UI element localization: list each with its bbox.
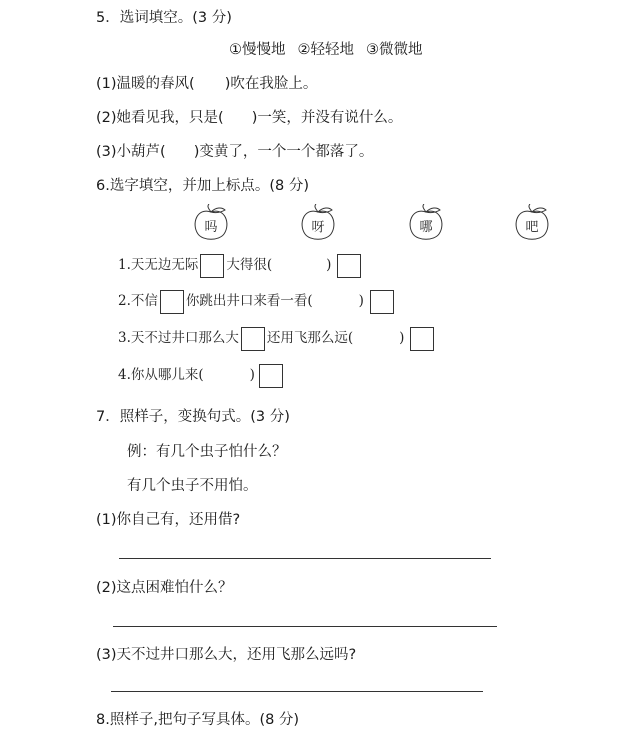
q6-item-3-middle: 还用飞那么远( [266, 330, 354, 346]
q6-item-2-middle: 你跳出井口来看一看( [185, 293, 313, 309]
q5-item-3-after: )变黄了，一个一个都落了。 [193, 144, 374, 160]
q8-title: 8.照样子,把句子写具体。(8 分) [96, 712, 300, 728]
q6-item-2-prefix: 2.不信 [118, 293, 158, 309]
q5-item-2 [96, 108, 402, 128]
q7-item-1 [96, 510, 240, 530]
q7-item-2-num: (2) [96, 580, 117, 596]
q7-example-answer: 有几个虫子不用怕。 [127, 478, 258, 494]
q6-item-1-prefix: 1.天无边无际 [118, 257, 199, 273]
q6-item-3-box-2[interactable] [410, 327, 434, 351]
q7-item-3 [96, 645, 356, 665]
q7-item-1-num: (1) [96, 512, 117, 528]
q7-item-3-text: 天不过井口那么大，还用飞那么远吗? [116, 647, 357, 663]
q7-item-2-text: 这点困难怕什么？ [116, 580, 233, 596]
q6-item-4-prefix: 4.你从哪儿来( [118, 367, 204, 383]
q6-title: 6.选字填空，并加上标点。(8 分) [96, 178, 309, 194]
q7-item-1-text: 你自己有，还用借? [116, 512, 241, 528]
q7-item-2 [96, 578, 233, 598]
peach-card-1 [189, 204, 233, 244]
q5-item-2-before: 她看见我，只是( [116, 110, 224, 126]
peach-card-4 [510, 204, 554, 244]
q5-options [229, 40, 423, 60]
q6-item-3-close: ) [399, 330, 405, 346]
q5-item-1 [96, 74, 317, 94]
q5-title: 5．选词填空。(3 分) [96, 10, 232, 26]
q6-item-2-box-2[interactable] [370, 290, 394, 314]
q6-item-1-box-1[interactable] [200, 254, 224, 278]
q6-item-4 [118, 362, 285, 388]
q5-option-3: ③微微地 [366, 42, 423, 58]
q5-item-3 [96, 142, 373, 162]
q5-item-3-before: 小葫芦( [116, 144, 166, 160]
q5-item-1-num: (1) [96, 76, 117, 92]
peach-char-4: 吧 [525, 220, 539, 235]
q5-item-3-num: (3) [96, 144, 117, 160]
q6-item-3 [118, 325, 436, 351]
q6-item-2-box-1[interactable] [160, 290, 184, 314]
q6-item-1-middle: 大得很( [226, 257, 273, 273]
q7-example-question: 例：有几个虫子怕什么？ [127, 444, 287, 460]
q5-option-2: ②轻轻地 [297, 42, 354, 58]
q7-item-2-answer-line[interactable] [113, 626, 497, 627]
q5-option-1: ①慢慢地 [229, 42, 286, 58]
q6-item-2-close: ) [358, 293, 364, 309]
peach-card-2 [296, 204, 340, 244]
q5-item-2-num: (2) [96, 110, 117, 126]
q6-item-4-box[interactable] [259, 364, 283, 388]
peach-char-1: 吗 [204, 220, 218, 235]
q5-item-1-after: )吹在我脸上。 [224, 76, 318, 92]
q5-item-1-before: 温暖的春风( [116, 76, 195, 92]
q6-item-4-close: ) [249, 367, 255, 383]
q7-item-1-answer-line[interactable] [119, 558, 491, 559]
q7-item-3-num: (3) [96, 647, 117, 663]
peach-card-3 [404, 204, 448, 244]
q6-item-3-prefix: 3.天不过井口那么大 [118, 330, 239, 346]
q7-item-3-answer-line[interactable] [111, 691, 483, 692]
q6-item-1-box-2[interactable] [337, 254, 361, 278]
q6-item-1-close: ) [326, 257, 332, 273]
q6-item-1 [118, 252, 363, 278]
q6-item-3-box-1[interactable] [241, 327, 265, 351]
q6-item-2 [118, 288, 396, 314]
q5-item-2-after: )一笑，并没有说什么。 [251, 110, 403, 126]
peach-char-3: 哪 [419, 220, 433, 235]
peach-char-2: 呀 [311, 220, 325, 235]
q7-title: 7．照样子，变换句式。(3 分) [96, 409, 290, 425]
